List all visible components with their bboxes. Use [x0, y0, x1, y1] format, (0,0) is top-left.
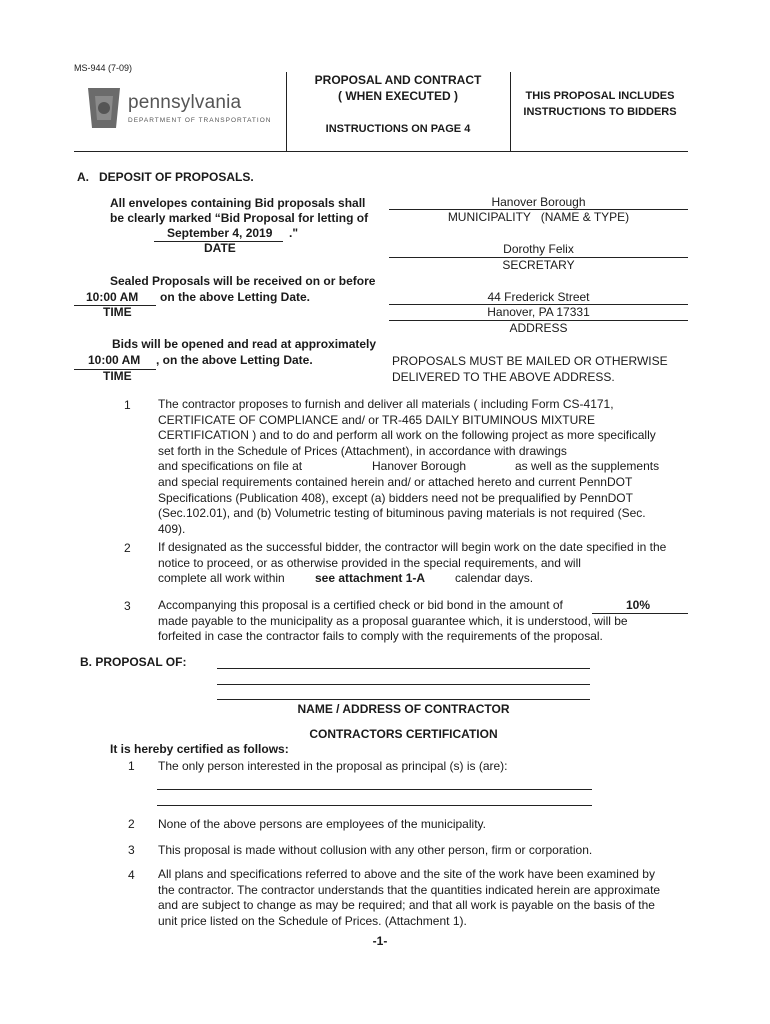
cert-4-line: All plans and specifications referred to above and the site of the work have been examined by	[158, 867, 655, 881]
work-days-value: see attachment 1-A	[315, 571, 426, 586]
pa-keystone-logo	[86, 86, 122, 130]
specs-location-value: Hanover Borough	[372, 459, 467, 474]
municipality-value: Hanover Borough	[491, 195, 586, 209]
envelopes-line2: be clearly marked “Bid Proposal for letting of	[110, 211, 369, 225]
item-1-line: (Sec.102.01), and (b) Volumetric testing of bituminous paving materials is not required (Sec.	[158, 506, 646, 521]
item-2-line	[158, 571, 666, 587]
bids-time: 10:00 AM	[88, 353, 141, 367]
mail-line2: DELIVERED TO THE ABOVE ADDRESS.	[392, 370, 615, 384]
item-3-line: forfeited in case the contractor fails to comply with the requirements of the proposal.	[158, 629, 603, 644]
complete-work-text: complete all work within	[158, 571, 285, 586]
cert-4-number: 4	[128, 868, 135, 882]
sealed-time: 10:00 AM	[86, 290, 139, 304]
page-number: -1-	[372, 934, 388, 948]
bids-line1: Bids will be opened and read at approximately	[112, 337, 377, 351]
secretary-label: SECRETARY	[502, 258, 575, 272]
cert-4-line: and are subject to change as may be required; and that all work is payable on the basis of the	[158, 898, 655, 913]
letting-date-suffix: ."	[289, 226, 299, 240]
supplements-text: as well as the supplements	[515, 459, 660, 474]
item-2-line: If designated as the successful bidder, the contractor will begin work on the date specified in the	[158, 540, 667, 554]
bid-bond-amount: 10%	[626, 598, 651, 612]
cert-2-text: None of the above persons are employees of the municipality.	[158, 817, 486, 831]
keystone-icon	[86, 86, 122, 130]
contractor-name-label: NAME / ADDRESS OF CONTRACTOR	[297, 702, 510, 716]
item-1-line	[158, 459, 660, 475]
principal-line-2	[157, 805, 592, 806]
item-1-line: CERTIFICATE OF COMPLIANCE and/ or TR-465 DAILY BITUMINOUS MIXTURE	[158, 412, 595, 427]
bids-time-label: TIME	[103, 369, 132, 383]
item-2-number: 2	[124, 541, 131, 555]
includes-line2: INSTRUCTIONS TO BIDDERS	[523, 106, 677, 118]
cert-3-number: 3	[128, 843, 135, 857]
form-number: MS-944 (7-09)	[74, 63, 133, 73]
address-line1: 44 Frederick Street	[487, 290, 590, 304]
header-bottom-rule	[74, 151, 688, 152]
sealed-line1: Sealed Proposals will be received on or before	[110, 274, 376, 288]
envelopes-line1: All envelopes containing Bid proposals shall	[110, 196, 366, 210]
title-line2: ( WHEN EXECUTED )	[338, 89, 458, 103]
section-b-heading: B. PROPOSAL OF:	[80, 655, 187, 669]
date-label: DATE	[204, 241, 236, 255]
item-1-line: The contractor proposes to furnish and deliver all materials ( including Form CS-4171,	[158, 397, 614, 411]
secretary-value: Dorothy Felix	[503, 242, 574, 256]
logo-wordmark: pennsylvania	[128, 92, 242, 113]
item-1-line: set forth in the Schedule of Prices (Attachment), in accordance with drawings	[158, 443, 567, 458]
contractor-line-2	[217, 684, 590, 685]
contractor-line-3	[217, 699, 590, 700]
item-3-number: 3	[124, 599, 131, 613]
contractor-line-1	[217, 668, 590, 669]
item-2-text	[158, 540, 666, 587]
certified-statement: It is hereby certified as follows:	[110, 742, 289, 756]
bids-line2: , on the above Letting Date.	[156, 353, 313, 367]
item-2-line: notice to proceed, or as otherwise provided in the special requirements, and will	[158, 555, 581, 570]
cert-3-text: This proposal is made without collusion with any other person, firm or corporation.	[158, 843, 593, 857]
bid-bond-underline	[592, 613, 688, 614]
title-line1: PROPOSAL AND CONTRACT	[314, 73, 482, 87]
cert-4-text	[158, 867, 660, 929]
cert-1-text: The only person interested in the proposal as principal (s) is (are):	[158, 759, 508, 773]
letting-date: September 4, 2019	[167, 226, 273, 240]
cert-1-number: 1	[128, 759, 135, 773]
cert-2-number: 2	[128, 817, 135, 831]
municipality-label: MUNICIPALITY (NAME & TYPE)	[447, 210, 630, 224]
address-label: ADDRESS	[509, 321, 568, 335]
item-1-line: CERTIFICATION ) and to do and perform all work on the following project as more specifically	[158, 428, 656, 443]
address-line2: Hanover, PA 17331	[487, 305, 590, 319]
mail-line1: PROPOSALS MUST BE MAILED OR OTHERWISE	[392, 354, 668, 368]
principal-line-1	[157, 789, 592, 790]
item-1-number: 1	[124, 398, 131, 412]
item-1-line: Specifications (Publication 408), except (a) bidders need not be prequalified by PennDOT	[158, 490, 633, 505]
item-3-text	[158, 598, 628, 645]
item-1-line: 409).	[158, 521, 186, 536]
calendar-days-text: calendar days.	[455, 571, 534, 586]
section-a-heading: A. DEPOSIT OF PROPOSALS.	[77, 170, 254, 184]
logo-department: DEPARTMENT OF TRANSPORTATION	[128, 117, 272, 124]
item-3-line: made payable to the municipality as a proposal guarantee which, it is understood, will be	[158, 613, 628, 628]
instructions-note: INSTRUCTIONS ON PAGE 4	[325, 123, 471, 135]
sealed-line2: on the above Letting Date.	[160, 290, 311, 304]
cert-4-line: the contractor. The contractor understands that the quantities indicated herein are approximate	[158, 882, 661, 897]
item-1-line: and special requirements contained herein and/ or attached hereto and current PennDOT	[158, 474, 633, 489]
item-3-line: Accompanying this proposal is a certified check or bid bond in the amount of	[158, 598, 563, 612]
includes-line1: THIS PROPOSAL INCLUDES	[525, 90, 675, 102]
sealed-time-label: TIME	[103, 305, 132, 319]
cert-4-line: unit price listed on the Schedule of Prices. (Attachment 1).	[158, 913, 467, 928]
item-1-text	[158, 397, 660, 537]
specs-on-file-text: and specifications on file at	[158, 459, 303, 474]
certification-heading: CONTRACTORS CERTIFICATION	[309, 727, 498, 741]
